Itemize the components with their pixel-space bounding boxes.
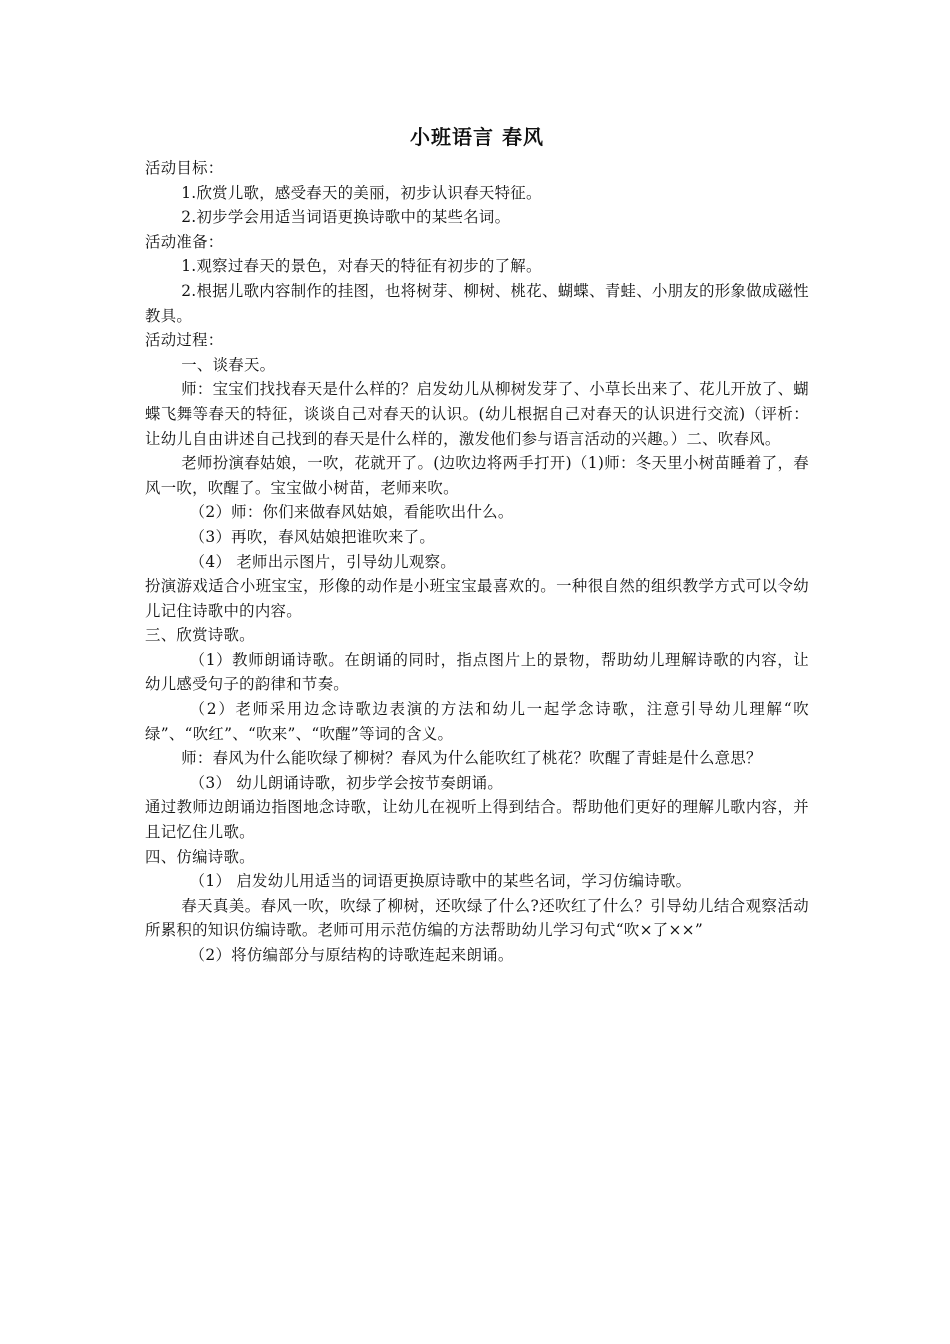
process-step-4-heading: 四、仿编诗歌。 xyxy=(145,847,255,866)
body-paragraph: 师：宝宝们找找春天是什么样的？启发幼儿从柳树发芽了、小草长出来了、花儿开放了、蝴蝶飞舞等春天的特征，谈谈自己对春天的认识。(幼儿根据自己对春天的认识进行交流)（评析：让幼儿自由讲述自己找到的春天是什么样的，激发他们参与语言活动的兴趣。）二、吹春风。 xyxy=(145,380,809,448)
body-paragraph: （3）再吹，春风姑娘把谁吹来了。 xyxy=(189,527,436,546)
body-paragraph: （4） 老师出示图片，引导幼儿观察。 xyxy=(189,552,456,571)
body-paragraph: 师：春风为什么能吹绿了柳树？春风为什么能吹红了桃花？吹醒了青蛙是什么意思？ xyxy=(181,749,762,768)
goal-item-2: 2.初步学会用适当词语更换诗歌中的某些名词。 xyxy=(181,208,511,227)
goal-item-1: 1.欣赏儿歌，感受春天的美丽，初步认识春天特征。 xyxy=(181,183,542,202)
body-paragraph: 春天真美。春风一吹，吹绿了柳树，还吹绿了什么?还吹红了什么？引导幼儿结合观察活动所累积的知识仿编诗歌。老师可用示范仿编的方法帮助幼儿学习句式“吹×了××” xyxy=(145,896,809,940)
section-heading-goals: 活动目标： xyxy=(145,159,224,177)
section-heading-process: 活动过程： xyxy=(145,331,224,350)
body-paragraph: 扮演游戏适合小班宝宝，形像的动作是小班宝宝最喜欢的。一种很自然的组织教学方式可以令幼儿记住诗歌中的内容。 xyxy=(145,577,809,620)
body-paragraph: （1）教师朗诵诗歌。在朗诵的同时，指点图片上的景物，帮助幼儿理解诗歌的内容，让幼儿感受句子的韵律和节奏。 xyxy=(145,650,809,694)
preparation-item-1: 1.观察过春天的景色，对春天的特征有初步的了解。 xyxy=(181,257,542,276)
body-paragraph: 通过教师边朗诵边指图地念诗歌，让幼儿在视听上得到结合。帮助他们更好的理解儿歌内容，并且记忆住儿歌。 xyxy=(145,798,809,842)
preparation-item-2: 2.根据儿歌内容制作的挂图，也将树芽、柳树、桃花、蝴蝶、青蛙、小朋友的形象做成磁性教具。 xyxy=(145,281,809,325)
section-heading-preparation: 活动准备： xyxy=(145,232,224,251)
body-paragraph: （2）将仿编部分与原结构的诗歌连起来朗诵。 xyxy=(189,946,514,964)
process-step-3-heading: 三、欣赏诗歌。 xyxy=(145,626,255,645)
body-paragraph: （2）老师采用边念诗歌边表演的方法和幼儿一起学念诗歌，注意引导幼儿理解“吹绿”、“吹红”、“吹来”、“吹醒”等词的含义。 xyxy=(145,700,809,743)
body-paragraph: （3） 幼儿朗诵诗歌，初步学会按节奏朗诵。 xyxy=(189,773,504,792)
body-paragraph: 老师扮演春姑娘，一吹，花就开了。(边吹边将两手打开)（1)师：冬天里小树苗睡着了，春风一吹，吹醒了。宝宝做小树苗，老师来吹。 xyxy=(145,454,809,497)
body-paragraph: （1） 启发幼儿用适当的词语更换原诗歌中的某些名词，学习仿编诗歌。 xyxy=(189,872,692,891)
process-step-1-heading: 一、谈春天。 xyxy=(181,355,276,374)
document-title: 小班语言 春风 xyxy=(410,125,544,149)
body-paragraph: （2）师：你们来做春风姑娘，看能吹出什么。 xyxy=(189,503,514,522)
document-body xyxy=(145,122,809,968)
